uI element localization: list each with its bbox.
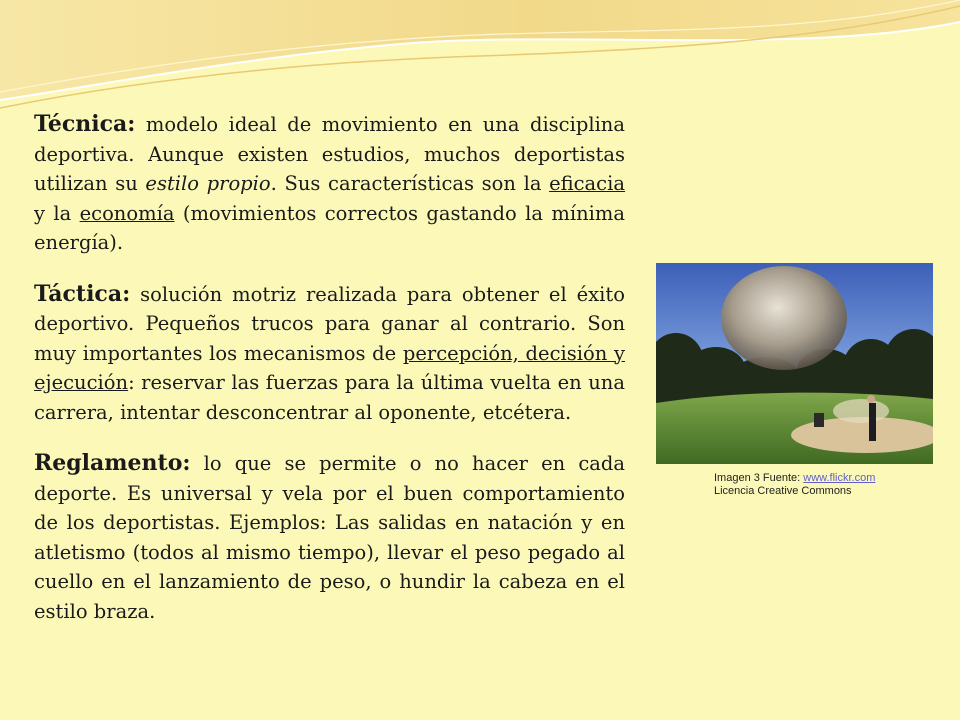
tecnica-underline-economia: economía <box>79 201 175 225</box>
caption-prefix: Imagen 3 Fuente: <box>714 472 804 484</box>
term-tecnica: Técnica: <box>34 111 136 137</box>
header-wave-decoration <box>0 0 960 120</box>
golf-photo <box>656 263 933 464</box>
paragraph-reglamento <box>34 449 625 626</box>
tecnica-italic: estilo propio <box>145 172 271 195</box>
caption-license: Licencia Creative Commons <box>714 485 852 497</box>
tactica-text-2: : reservar las fuerzas para la última vuelta en una carrera, intentar desconcentrar al oponente, etcétera. <box>34 371 625 424</box>
paragraph-tecnica <box>34 110 625 258</box>
image-caption <box>714 472 875 498</box>
tecnica-text-1: modelo ideal de movimiento en una disciplina deportiva. Aunque existen estudios, muchos deportistas utilizan su <box>34 113 625 195</box>
reglamento-text: lo que se permite o no hacer en cada deporte. Es universal y vela por el buen comportamiento de los deportistas. Ejemplos: Las salidas en natación y en atletismo (todos al mismo tiempo), llevar el peso pegado al cuello en el lanzamiento de peso, o hundir la cabeza en el estilo braza. <box>34 452 625 623</box>
tactica-underline: percepción, decisión y ejecución <box>34 341 625 394</box>
tactica-text-1: solución motriz realizada para obtener el éxito deportivo. Pequeños trucos para ganar al contrario. Son muy importantes los mecanismos de <box>34 282 625 365</box>
term-tactica: Táctica: <box>34 280 131 307</box>
term-reglamento: Reglamento: <box>34 450 191 476</box>
paragraph-tactica <box>34 280 625 428</box>
tecnica-text-3: y la <box>34 201 80 225</box>
caption-source-link[interactable]: www.flickr.com <box>803 472 876 484</box>
tecnica-text-4: (movimientos correctos gastando la mínima energía). <box>34 201 625 254</box>
tecnica-text-2: . Sus características son la <box>270 172 550 195</box>
main-text <box>34 110 625 648</box>
tecnica-underline-eficacia: eficacia <box>549 172 625 195</box>
